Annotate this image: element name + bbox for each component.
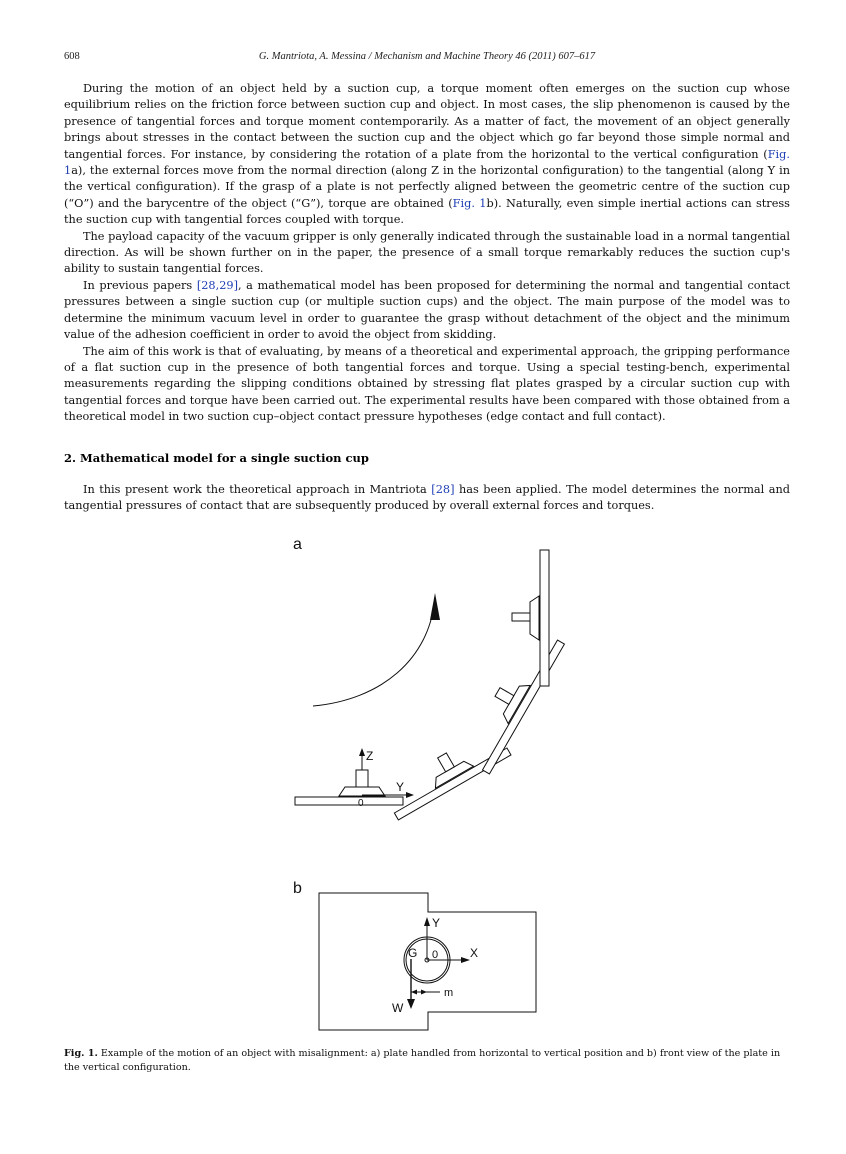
journal-citation: G. Mantriota, A. Messina / Mechanism and Machine Theory 46 (2011) 607–617 [258,51,596,62]
g-label: G [408,946,418,960]
paragraph-2: The payload capacity of the vacuum gripper is only generally indicated through the sustainable load in a normal tangential direction. As will be shown further on in the paper, the presence of a small torque remarkably reduces the suction cup's ability to sustain tangential forces. [64,229,790,276]
panel-b-label: b [293,880,302,897]
y-label-b: Y [432,916,441,930]
paragraph-1: During the motion of an object held by a suction cup, a torque moment often emerges on the suction cup whose equilibrium relies on the friction force between suction cup and object. In most cases, the slip phenomenon is caused by the presence of tangential forces and torque moment contemporarily. As a matter of fact, the movement of an object generally brings about stresses in the contact between the suction cup and the object which go far beyond those simple normal and tangential forces. For instance, by considering the rotation of a plate from the horizontal to the vertical configuration (Fig. 1a), the external forces move from the normal direction (along Z in the horizontal configuration) to the tangential (along Y in the vertical configuration). If the grasp of a plate is not perfectly aligned between the geometric centre of the suction cup (“O”) and the barycentre of the object (“G”), torque are obtained (Fig. 1b). Naturally, even simple inertial actions can stress the suction cup with tangential forces coupled with torque. [64,82,790,227]
horizontal-plate [295,797,403,805]
x-label-b: X [470,946,479,960]
fig1-link[interactable]: Fig. 1 [64,147,790,178]
origin-label-b: 0 [432,949,439,961]
w-label: W [392,1001,404,1015]
citation-link[interactable]: [28,29] [196,278,238,292]
origin-label: 0 [358,798,364,809]
citation-link[interactable]: [28] [431,483,455,496]
m-label: m [444,987,454,999]
arrowhead-icon [430,593,440,620]
y-arrow-icon [406,792,414,798]
z-arrow-icon [359,748,365,756]
section-heading: 2. Mathematical model for a single suction cup [64,451,369,465]
figure-caption: Fig. 1. Example of the motion of an object with misalignment: a) plate handled from horizontal to vertical position and b) front view of the plate in the vertical configuration. [64,1048,781,1073]
paragraph-5: In this present work the theoretical approach in Mantriota [28] has been applied. The model determines the normal and tangential pressures of contact that are subsequently produced by overall external forces and torques. [64,483,791,513]
vertical-plate [540,550,549,686]
y-label: Y [396,780,405,794]
rotation-arrow [313,597,435,706]
fig1-link[interactable]: Fig. 1 [452,196,487,210]
z-label: Z [366,749,374,763]
cup-stem [356,770,368,787]
paragraph-4: The aim of this work is that of evaluating, by means of a theoretical and experimental approach, the gripping performance of a flat suction cup in the presence of both tangential forces and torque. Using a special testing-bench, experimental measurements regarding the slipping conditions obtained by stressing flat plates grasped by a circular suction cup with tangential forces and torque have been carried out. The experimental results have been compared with those obtained from a theoretical model in two suction cup–object contact pressure hypotheses (edge contact and full contact). [64,344,790,424]
suction-cup-vertical [530,596,539,640]
page-number: 608 [64,51,80,62]
panel-a-label: a [293,536,302,553]
paragraph-3: In previous papers [28,29], a mathematical model has been proposed for determining the normal and tangential contact pressures between a single suction cup (or multiple suction cups) and the object. The main purpose of the model was to determine the minimum vacuum level in order to guarantee the grasp without detachment of the object and the minimum value of the adhesion coefficient in order to avoid the object from skidding. [64,278,791,342]
cup-stem [512,613,530,621]
plate-position-2 [381,725,511,819]
